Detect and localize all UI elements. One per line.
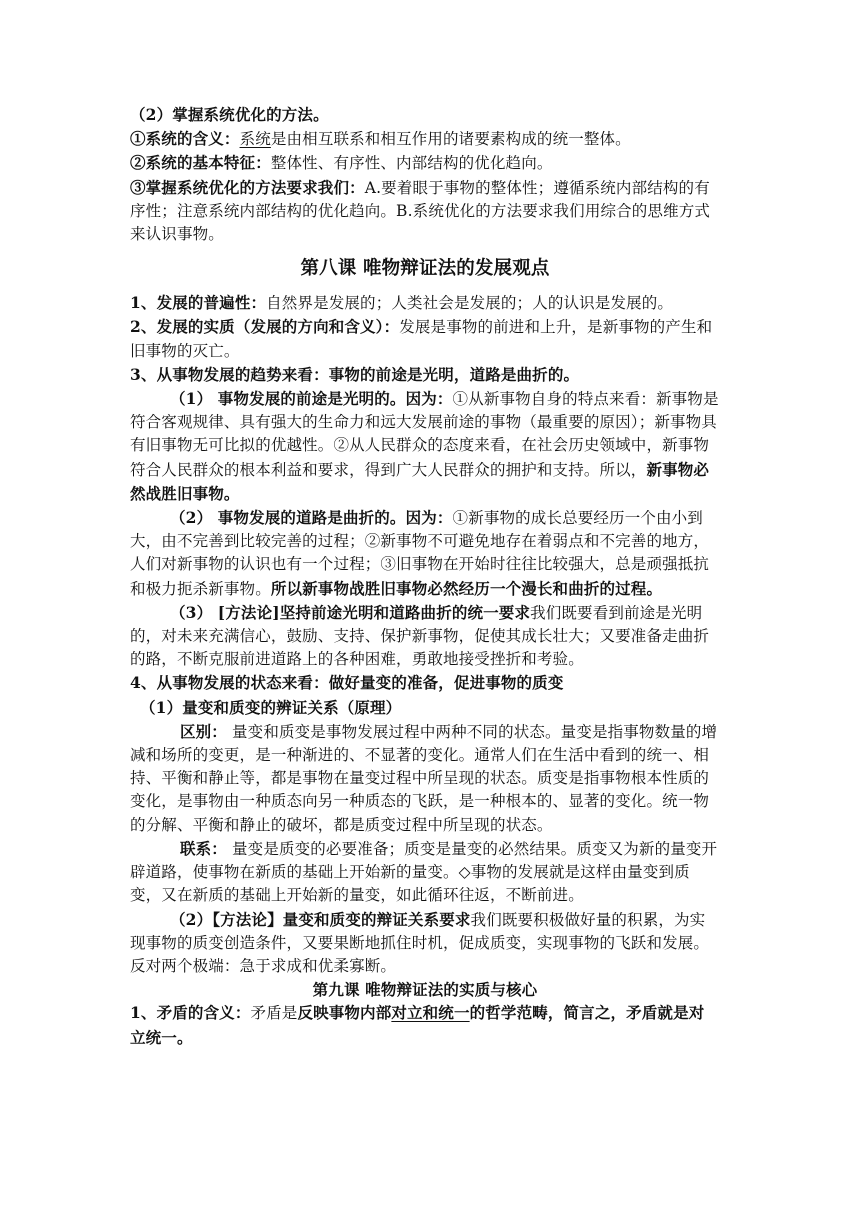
- paragraph: ①系统的含义：系统是由相互联系和相互作用的诸要素构成的统一整体。: [130, 129, 631, 149]
- paragraph: 2、发展的实质（发展的方向和含义）：发展是事物的前进和上升，是新事物的产生和旧事物的灭亡。: [130, 317, 713, 360]
- lesson-9-title: 第九课 唯物辩证法的实质与核心: [312, 980, 538, 1000]
- paragraph: （2）【方法论】量变和质变的辩证关系要求我们既要积极做好量的积累，为实现事物的质变创造条件，又要果断地抓住时机，促成质变，实现事物的飞跃和发展。反对两个极端：急于求成和优柔寡断。: [130, 909, 710, 975]
- paragraph: 区别： 量变和质变是事物发展过程中两种不同的状态。量变是指事物数量的增减和场所的变更，是一种渐进的、不显著的变化。通常人们在生活中看到的统一、相持、平衡和静止等，都是事物在量变过程中所呈现的状态。质变是指事物根本性质的变化，是事物由一种质态向另一种质态的飞跃，是一种根本的、显著的变化。统一物的分解、平衡和静止的破坏，都是质变过程中所呈现的状态。: [130, 721, 718, 834]
- paragraph: ③掌握系统优化的方法要求我们：A.要着眼于事物的整体性；遵循系统内部结构的有序性；注意系统内部结构的优化趋向。B.系统优化的方法要求我们用综合的思维方式来认识事物。: [130, 177, 711, 244]
- paragraph: 3、从事物发展的趋势来看：事物的前途是光明，道路是曲折的。: [130, 364, 580, 384]
- document-body: [130, 103, 720, 1050]
- paragraph: （1） 事物发展的前途是光明的。因为：①从新事物自身的特点来看：新事物是符合客观规律、具有强大的生命力和远大发展前途的事物（最重要的原因）；新事物具有旧事物无可比拟的优越性。②从人民群众的态度来看，在社会历史领域中，新事物符合人民群众的根本利益和要求，得到广大人民群众的拥护和支持。所以，新事物必然战胜旧事物。: [130, 389, 719, 503]
- paragraph: 联系： 量变是质变的必要准备；质变是量变的必然结果。质变又为新的量变开辟道路，使事物在新质的基础上开始新的量变。◇事物的发展就是这样由量变到质变，又在新质的基础上开始新的量变，如此循环往返，不断前进。: [130, 838, 718, 905]
- paragraph: 1、发展的普遍性：自然界是发展的；人类社会是发展的；人的认识是发展的。: [130, 293, 674, 313]
- paragraph: ②系统的基本特征：整体性、有序性、内部结构的优化趋向。: [130, 153, 553, 173]
- section-heading: （2）掌握系统优化的方法。: [130, 105, 329, 124]
- paragraph: （1）量变和质变的辨证关系（原理）: [140, 697, 402, 717]
- paragraph: 4、从事物发展的状态来看：做好量变的准备，促进事物的质变: [130, 673, 564, 693]
- paragraph: （3） [方法论]坚持前途光明和道路曲折的统一要求我们既要看到前途是光明的，对未来充满信心，鼓励、支持、保护新事物，促使其成长壮大；又要准备走曲折的路，不断克服前进道路上的各种困难，勇敢地接受挫折和考验。: [130, 602, 710, 669]
- lesson-8-title: 第八课 唯物辩证法的发展观点: [300, 258, 550, 280]
- paragraph: （2） 事物发展的道路是曲折的。因为：①新事物的成长总要经历一个由小到大，由不完善到比较完善的过程；②新事物不可避免地存在着弱点和不完善的地方，人们对新事物的认识也有一个过程；③旧事物在开始时往往比较强大，总是顽强抵抗和极力扼杀新事物。所以新事物战胜旧事物必然经历一个漫长和曲折的过程。: [130, 508, 710, 598]
- paragraph: 1、矛盾的含义：矛盾是反映事物内部对立和统一的哲学范畴，简言之，矛盾就是对立统一。: [130, 1003, 705, 1047]
